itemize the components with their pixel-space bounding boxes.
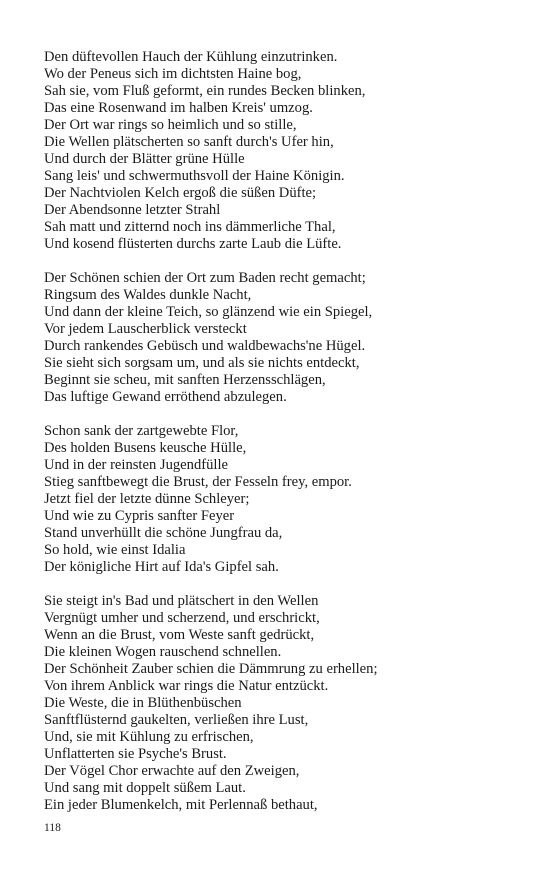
poem-line: Jetzt fiel der letzte dünne Schleyer; — [44, 491, 250, 507]
poem-line: Sah matt und zitternd noch ins dämmerliche Thal, — [44, 219, 336, 235]
poem-line: Des holden Busens keusche Hülle, — [44, 440, 247, 456]
poem-line: Stieg sanftbewegt die Brust, der Fesseln frey, empor. — [44, 474, 352, 490]
poem-line: Durch rankendes Gebüsch und waldbewachs'ne Hügel. — [44, 338, 366, 354]
stanza-2 — [44, 270, 524, 406]
poem-line: Sie sieht sich sorgsam um, und als sie nichts entdeckt, — [44, 355, 360, 371]
poem-line: Der Ort war rings so heimlich und so stille, — [44, 117, 297, 133]
poem-line: Schon sank der zartgewebte Flor, — [44, 423, 239, 439]
poem-line: Stand unverhüllt die schöne Jungfrau da, — [44, 525, 283, 541]
poem-line: So hold, wie einst Idalia — [44, 542, 186, 558]
stanza-3 — [44, 423, 524, 576]
poem-line: Die Wellen plätscherten so sanft durch's Ufer hin, — [44, 134, 334, 150]
poem-line: Und sang mit doppelt süßem Laut. — [44, 780, 246, 796]
poem-line: Ein jeder Blumenkelch, mit Perlennaß bethaut, — [44, 797, 318, 813]
poem-line: Das luftige Gewand erröthend abzulegen. — [44, 389, 287, 405]
poem-line: Beginnt sie scheu, mit sanften Herzensschlägen, — [44, 372, 326, 388]
stanza-4 — [44, 593, 524, 814]
poem-line: Sah sie, vom Fluß geformt, ein rundes Becken blinken, — [44, 83, 366, 99]
stanza-1 — [44, 49, 524, 253]
poem-line: Und kosend flüsterten durchs zarte Laub die Lüfte. — [44, 236, 342, 252]
poem-line: Das eine Rosenwand im halben Kreis' umzog. — [44, 100, 313, 116]
poem-line: Wenn an die Brust, vom Weste sanft gedrückt, — [44, 627, 315, 643]
page-number: 118 — [44, 822, 61, 834]
poem-body — [44, 49, 524, 831]
poem-line: Und, sie mit Kühlung zu erfrischen, — [44, 729, 254, 745]
poem-line: Der Vögel Chor erwachte auf den Zweigen, — [44, 763, 300, 779]
poem-line: Unflatterten sie Psyche's Brust. — [44, 746, 227, 762]
poem-line: Sanftflüsternd gaukelten, verließen ihre Lust, — [44, 712, 309, 728]
poem-line: Wo der Peneus sich im dichtsten Haine bog, — [44, 66, 302, 82]
poem-line: Die kleinen Wogen rauschend schnellen. — [44, 644, 282, 660]
poem-line: Der Schönheit Zauber schien die Dämmrung zu erhellen; — [44, 661, 378, 677]
poem-line: Die Weste, die in Blüthenbüschen — [44, 695, 242, 711]
poem-line: Sang leis' und schwermuthsvoll der Haine Königin. — [44, 168, 345, 184]
poem-line: Sie steigt in's Bad und plätschert in den Wellen — [44, 593, 319, 609]
poem-line: Von ihrem Anblick war rings die Natur entzückt. — [44, 678, 329, 694]
poem-line: Der königliche Hirt auf Ida's Gipfel sah. — [44, 559, 279, 575]
poem-line: Vergnügt umher und scherzend, und erschrickt, — [44, 610, 320, 626]
poem-line: Der Abendsonne letzter Strahl — [44, 202, 221, 218]
poem-line: Ringsum des Waldes dunkle Nacht, — [44, 287, 252, 303]
poem-line: Und in der reinsten Jugendfülle — [44, 457, 228, 473]
poem-line: Der Schönen schien der Ort zum Baden recht gemacht; — [44, 270, 366, 286]
poem-line: Der Nachtviolen Kelch ergoß die süßen Düfte; — [44, 185, 317, 201]
poem-line: Vor jedem Lauscherblick versteckt — [44, 321, 247, 337]
poem-line: Und durch der Blätter grüne Hülle — [44, 151, 245, 167]
poem-line: Den düftevollen Hauch der Kühlung einzutrinken. — [44, 49, 338, 65]
poem-line: Und wie zu Cypris sanfter Feyer — [44, 508, 235, 524]
poem-line: Und dann der kleine Teich, so glänzend wie ein Spiegel, — [44, 304, 373, 320]
